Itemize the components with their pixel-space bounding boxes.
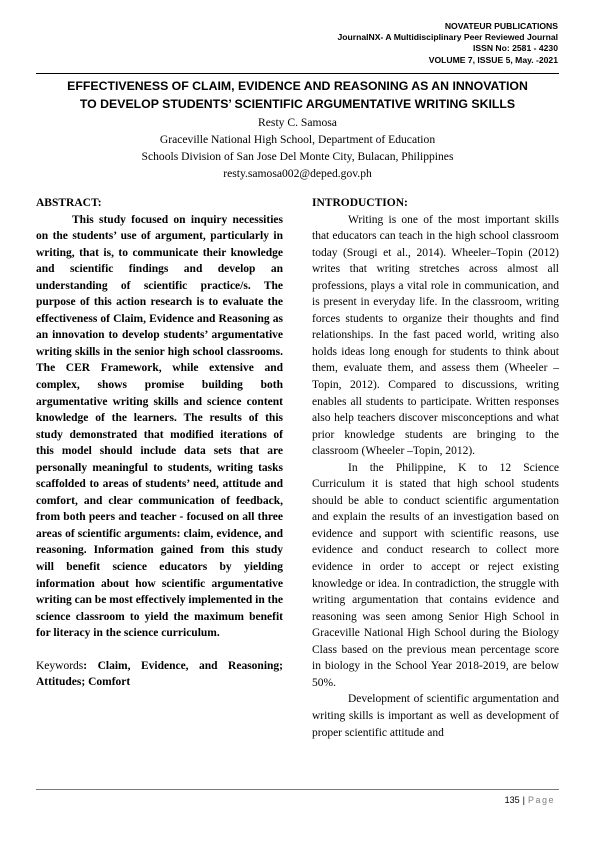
footer-divider (36, 789, 559, 790)
abstract-text: This study focused on inquiry necessities on the students’ use of argument, particularly in writing, that is, to communicate their knowledge and scientific findings and develop an understanding of scientific practice/s. The purpose of this action research is to evaluate the effectiveness of Claim, Evidence and Reasoning as an innovation to develop students’ argumentative writing skills in the senior high school classrooms. The CER Framework, while extensive and complex, shows promise building both argumentative writing skills and science content knowledge of the learners. The results of this study demonstrated that modified iterations of this model should include data sets that are personally meaningful to students, writing tasks scaffolded to areas of students’ need, attitude and comfort, and clear communication of feedback, from both peers and teacher - focused on all three areas of scientific arguments: claim, evidence, and reasoning. Information gained from this study will benefit science educators by yielding information about how scientific argumentative writing can be most effectively implemented in the science classroom to yield the maximum benefit for literacy in the science curriculum. (36, 213, 283, 640)
keywords-label: Keywords (36, 659, 84, 672)
journal-header (338, 21, 558, 66)
right-column (312, 195, 559, 741)
page-number: 135 (504, 795, 520, 805)
paper-title (36, 77, 559, 113)
author-email: resty.samosa002@deped.gov.ph (223, 167, 372, 180)
page-footer (505, 795, 555, 805)
author-division: Schools Division of San Jose Del Monte City, Bulacan, Philippines (141, 150, 454, 163)
author-block (36, 114, 559, 182)
keywords-text: Claim, Evidence, and Reasoning; Attitudes; Comfort (36, 659, 283, 689)
title-line-2: TO DEVELOP STUDENTS’ SCIENTIFIC ARGUMENTATIVE WRITING SKILLS (79, 97, 516, 111)
intro-paragraph-1: Writing is one of the most important skills that educators can teach in the high school classroom today (Srougi et al., 2014). Wheeler–Topin (2012) writes that writing stretches across almost all professions, plays a vital role in communication, and is present in everyday life. In the classroom, writing forces students to organize their thoughts and find relationships. In the fast paced world, writing also holds ideas long enough for students to think about them, evaluate them, and assess them (Wheeler –Topin, 2012). Compared to discussions, writing enables all students to participate. Written responses also help teachers discover misconceptions and what prior knowledge students are bringing to the classroom (Wheeler –Topin, 2012). (312, 213, 559, 458)
issn-number: ISSN No: 2581 - 4230 (472, 43, 558, 54)
body-columns (36, 195, 559, 787)
journal-name: JournalNX- A Multidisciplinary Peer Reviewed Journal (337, 32, 558, 43)
keywords: Keywords: Claim, Evidence, and Reasoning; Attitudes; Comfort (36, 659, 283, 689)
author-name: Resty C. Samosa (258, 116, 337, 129)
volume-issue: VOLUME 7, ISSUE 5, May. -2021 (428, 54, 558, 65)
abstract-heading: ABSTRACT: (36, 197, 102, 209)
intro-paragraph-3: Development of scientific argumentation and writing skills is important as well as development of proper scientific attitude and (312, 693, 559, 739)
introduction-heading: INTRODUCTION: (312, 197, 408, 209)
intro-paragraph-2: In the Philippine, K to 12 Science Curriculum it is stated that high school students should be able to conduct scientific argumentation and explain the results of an investigation based on evidence and support with scientific reasons, use evidence and conduct research to collect more evidence in order to accept or reject existing knowledge or idea. In contradiction, the struggle with writing argumentation that contains evidence and reasoning was seen among Senior High School in Graceville National High School during the Biology Class based on the previous mean percentage score in biology in the School Year 2018-2019, are below 50%. (312, 461, 559, 689)
author-affiliation: Graceville National High School, Department of Education (159, 133, 436, 146)
left-column (36, 195, 283, 691)
header-divider (36, 73, 559, 74)
title-line-1: EFFECTIVENESS OF CLAIM, EVIDENCE AND REASONING AS AN INNOVATION (67, 79, 528, 93)
page-word: Page (527, 795, 555, 805)
publisher-name: NOVATEUR PUBLICATIONS (444, 21, 558, 31)
footer-separator: | (522, 795, 525, 805)
